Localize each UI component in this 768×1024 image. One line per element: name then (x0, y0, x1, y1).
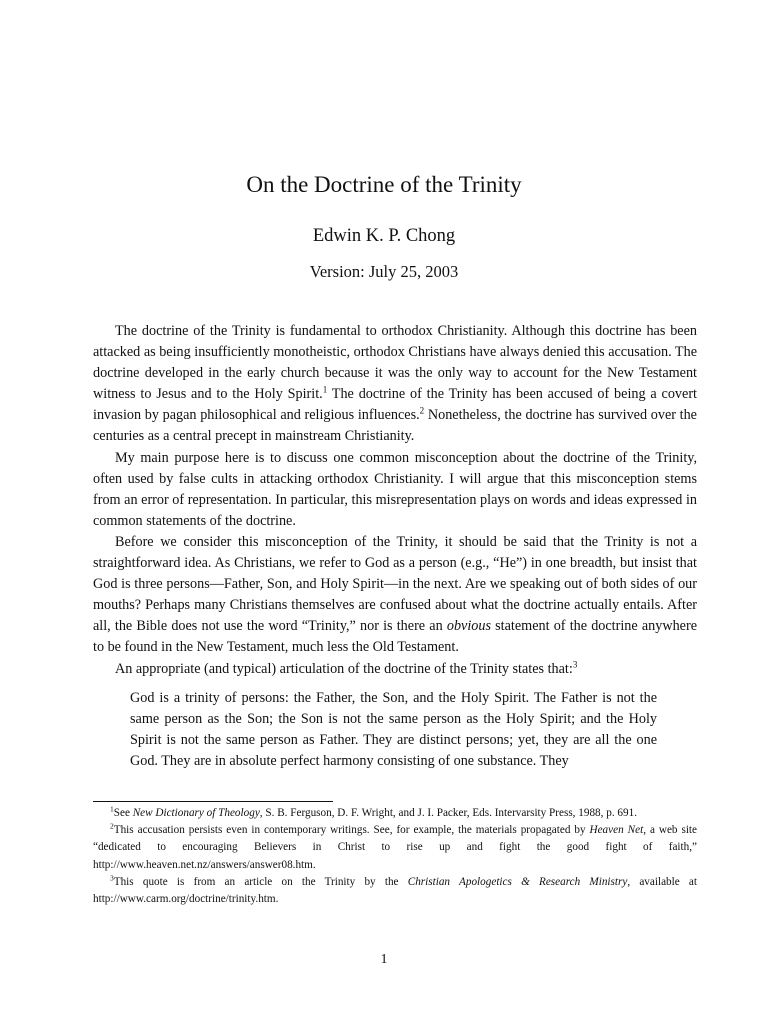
footnote-ref-2: 2 (419, 405, 425, 416)
paragraph-3-text-b: statement of the doctrine anywhere to be found in the New Testament, much less the Old Testament. (93, 618, 697, 656)
footnote-text: , available at http://www.carm.org/doctrine/trinity.htm. (93, 875, 697, 906)
footnote-text: , S. B. Ferguson, D. F. Wright, and J. I. Packer, Eds. Intervarsity Press, 1988, p. 691. (259, 807, 638, 819)
body-text (93, 321, 697, 772)
footnote-text: This quote is from an article on the Trinity by the (113, 875, 408, 888)
block-quote: God is a trinity of persons: the Father, the Son, and the Holy Spirit. The Father is not the same person as the Son; the Son is not the same person as the Holy Spirit; and the Holy Spirit is not the same person as Father. They are distinct persons; yet, they are all the one God. They are in absolute perfect harmony consisting of one substance. They (130, 689, 657, 769)
footnote-emphasis: New Dictionary of Theology (132, 807, 260, 819)
footnote-mark: 2 (110, 821, 114, 831)
paragraph-4-text: An appropriate (and typical) articulation of the doctrine of the Trinity states that: (115, 660, 573, 677)
footnote-mark: 1 (110, 804, 114, 814)
version-date: Version: July 25, 2003 (309, 262, 459, 281)
footnote-2 (93, 822, 697, 874)
footnote-text: , a web site “dedicated to encouraging Believers in Christ to rise up and fight the good fight of faith,” http://www.heaven.net.nz/answers/answer08.htm. (93, 824, 698, 871)
footnote-1 (93, 805, 697, 822)
paragraph-3-emphasis: obvious (446, 618, 491, 635)
paragraph-3 (93, 532, 697, 659)
footnote-ref-3: 3 (572, 658, 578, 669)
footnote-text: See (113, 807, 133, 819)
paragraph-1-text-c: Nonetheless, the doctrine has survived over the centuries as a central precept in mainstream Christianity. (93, 407, 697, 445)
page-number: 1 (380, 952, 388, 967)
footnote-emphasis: Heaven Net (589, 824, 644, 837)
paragraph-3-text-a: Before we consider this misconception of the Trinity, it should be said that the Trinity is not a straightforward idea. As Christians, we refer to God as a person (e.g., “He”) in one breadth, but insist that God is three persons—Father, Son, and Holy Spirit—in the next. Are we speaking out of both sides of our mouths? Perhaps many Christians themselves are confused about what the doctrine actually entails. After all, the Bible does not use the word “Trinity,” nor is there an (93, 533, 697, 635)
paragraph-1-text-a: The doctrine of the Trinity is fundamental to orthodox Christianity. Although this doctrine has been attacked as being insufficiently monotheistic, orthodox Christians have always denied this accusation. The doctrine developed in the early church because it was the only way to account for the New Testament witness to Jesus and to the Holy Spirit. (93, 323, 697, 403)
paragraph-2: My main purpose here is to discuss one common misconception about the doctrine of the Trinity, often used by false cults in attacking orthodox Christianity. I will argue that this misconception stems from an error of representation. In particular, this misrepresentation plays on words and ideas expressed in common statements of the doctrine. (93, 449, 697, 529)
author-name: Edwin K. P. Chong (312, 226, 456, 246)
footnotes (93, 805, 697, 908)
paragraph-1-text-b: The doctrine of the Trinity has been accused of being a covert invasion by pagan philosophical and religious influences. (93, 386, 697, 424)
footnote-ref-1: 1 (322, 384, 328, 395)
footnote-emphasis: Christian Apologetics & Research Ministry (407, 875, 628, 888)
paragraph-4 (93, 659, 697, 680)
paragraph-1 (93, 321, 697, 448)
footnote-rule (93, 801, 333, 802)
footnote-text: This accusation persists even in contemporary writings. See, for example, the materials propagated by (113, 824, 590, 837)
paper-title: On the Doctrine of the Trinity (246, 172, 522, 197)
footnote-3 (93, 874, 697, 908)
footnote-mark: 3 (110, 873, 114, 883)
